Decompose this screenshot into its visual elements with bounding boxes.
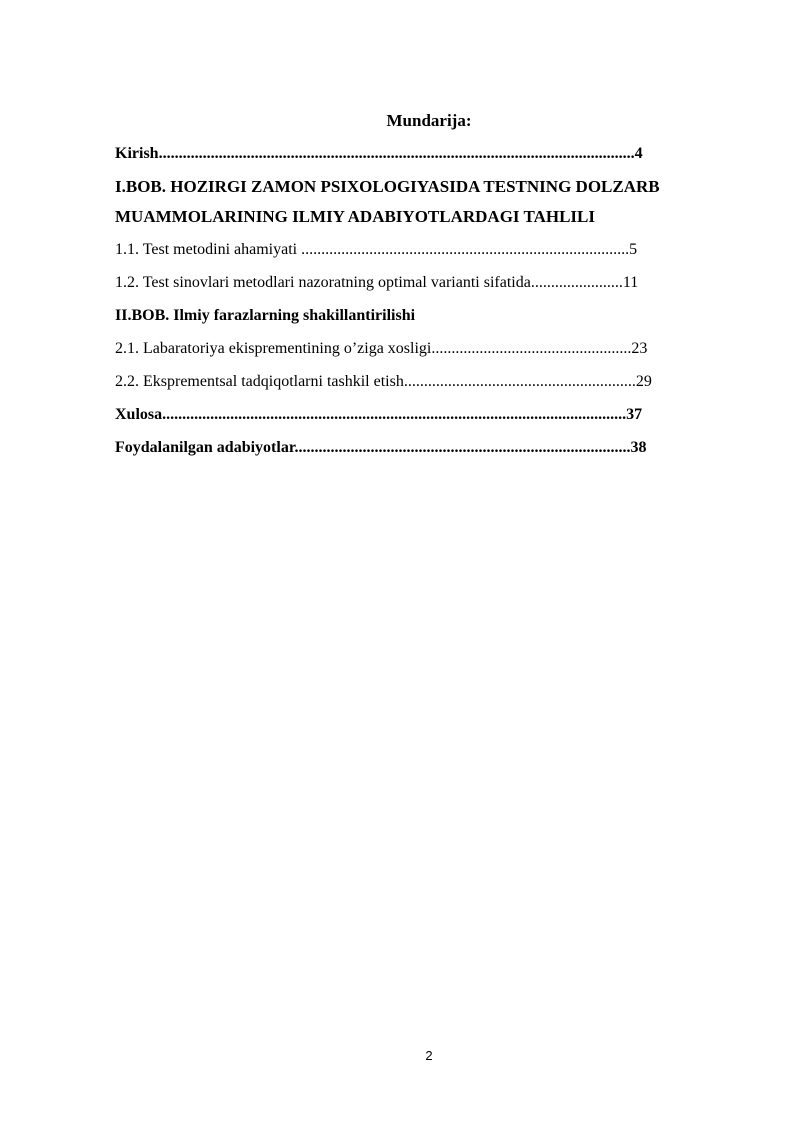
page-title: Mundarija: — [386, 111, 472, 130]
toc-entry-1-1: 1.1. Test metodini ahamiyati ..................................................................................5 — [115, 241, 638, 258]
toc-entry-2-2: 2.2. Eksprementsal tadqiqotlarni tashkil etish..........................................................29 — [115, 373, 652, 390]
table-of-contents — [115, 142, 755, 469]
toc-chapter-1-line-2: MUAMMOLARINING ILMIY ADABIYOTLARDAGI TAHLILI — [115, 207, 595, 226]
page-number: 2 — [425, 1048, 433, 1063]
toc-entry-1-2: 1.2. Test sinovlari metodlari nazoratning optimal varianti sifatida.......................11 — [115, 274, 639, 291]
toc-chapter-1-line-1: I.BOB. HOZIRGI ZAMON PSIXOLOGIYASIDA TESTNING DOLZARB — [115, 177, 660, 196]
toc-chapter-2: II.BOB. Ilmiy farazlarning shakillantirilishi — [115, 307, 416, 324]
toc-entry-kirish: Kirish.......................................................................................................................4 — [115, 145, 643, 162]
toc-entry-adabiyotlar: Foydalanilgan adabiyotlar....................................................................................38 — [115, 439, 647, 456]
toc-entry-2-1: 2.1. Labaratoriya ekisprementining o’ziga xosligi..................................................23 — [115, 340, 648, 357]
toc-entry-xulosa: Xulosa....................................................................................................................37 — [115, 406, 643, 423]
